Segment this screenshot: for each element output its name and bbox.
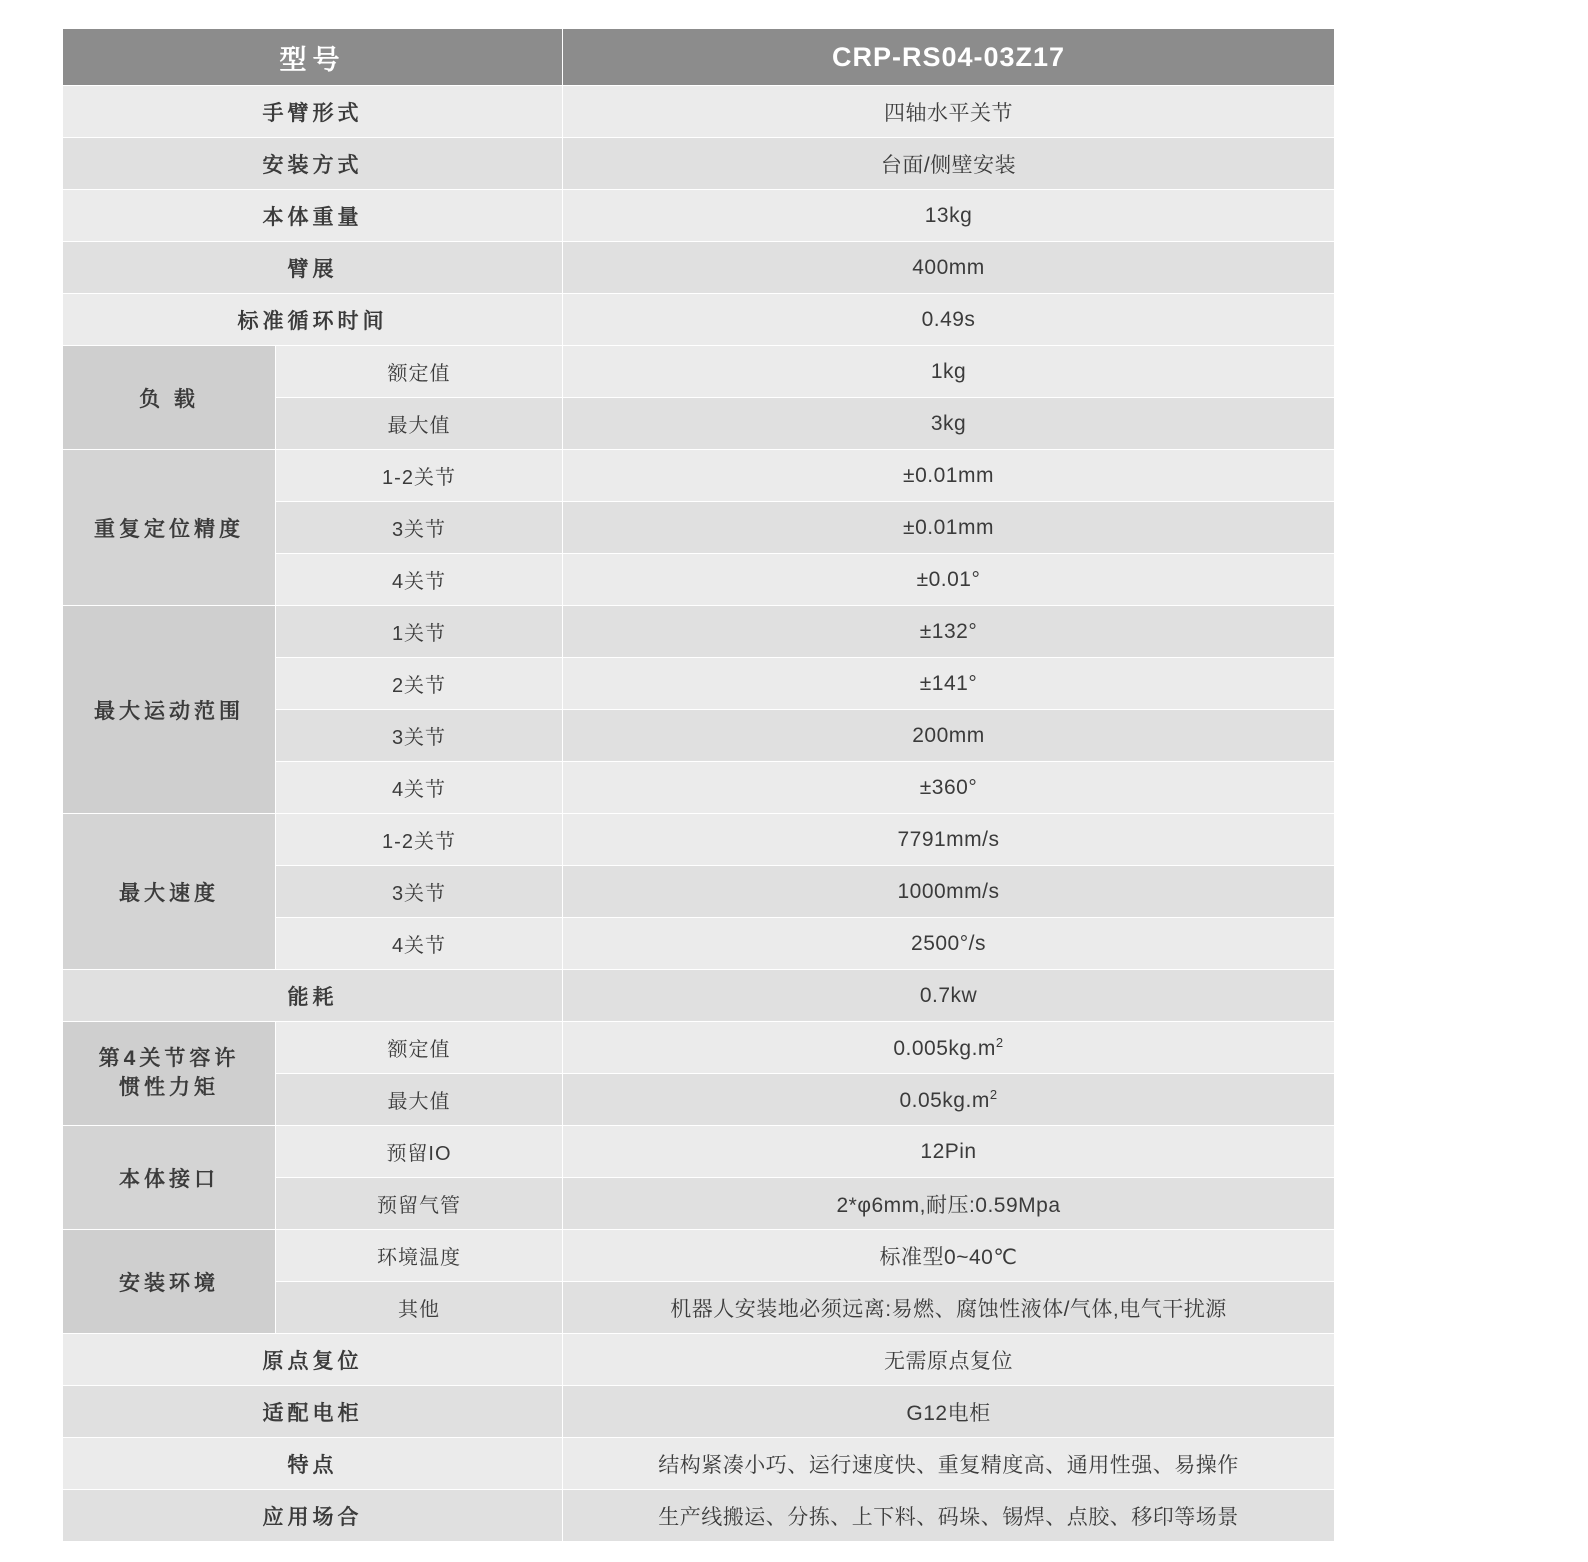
row-value: 0.49s xyxy=(563,294,1335,346)
group-label-max-speed: 最大速度 xyxy=(63,814,276,970)
row-value: 标准型0~40℃ xyxy=(563,1230,1335,1282)
row-value: G12电柜 xyxy=(563,1386,1335,1438)
table-row xyxy=(63,190,1335,242)
group-label-line-2: 惯性力矩 xyxy=(119,1075,219,1099)
row-value: ±0.01° xyxy=(563,554,1335,606)
row-value-text: 0.005kg.m xyxy=(893,1036,996,1060)
sub-label: 3关节 xyxy=(276,866,563,918)
row-value: 2*φ6mm,耐压:0.59Mpa xyxy=(563,1178,1335,1230)
group-label-load: 负 载 xyxy=(63,346,276,450)
group-label-inertia xyxy=(63,1022,276,1126)
row-value: 1kg xyxy=(563,346,1335,398)
row-value-superscript: 2 xyxy=(989,1086,998,1102)
sub-label: 其他 xyxy=(276,1282,563,1334)
row-label: 标准循环时间 xyxy=(63,294,563,346)
row-value: 12Pin xyxy=(563,1126,1335,1178)
sub-label: 最大值 xyxy=(276,1074,563,1126)
table-row xyxy=(63,138,1335,190)
table-row xyxy=(63,606,1335,658)
table-row xyxy=(63,1230,1335,1282)
sub-label: 预留气管 xyxy=(276,1178,563,1230)
row-label: 臂展 xyxy=(63,242,563,294)
table-row xyxy=(63,294,1335,346)
group-label-repeatability: 重复定位精度 xyxy=(63,450,276,606)
sub-label: 1-2关节 xyxy=(276,814,563,866)
row-label: 应用场合 xyxy=(63,1490,563,1542)
row-value xyxy=(563,1074,1335,1126)
row-value: 结构紧凑小巧、运行速度快、重复精度高、通用性强、易操作 xyxy=(563,1438,1335,1490)
table-row xyxy=(63,1386,1335,1438)
sub-label: 4关节 xyxy=(276,762,563,814)
header-label: 型号 xyxy=(63,29,563,86)
row-label: 安装方式 xyxy=(63,138,563,190)
table-row xyxy=(63,346,1335,398)
table-row xyxy=(63,242,1335,294)
sub-label: 4关节 xyxy=(276,554,563,606)
row-value: 200mm xyxy=(563,710,1335,762)
table-row xyxy=(63,1490,1335,1542)
sub-label: 最大值 xyxy=(276,398,563,450)
row-value: 7791mm/s xyxy=(563,814,1335,866)
group-label-line-1: 第4关节容许 xyxy=(98,1046,240,1070)
table-row xyxy=(63,86,1335,138)
row-label: 适配电柜 xyxy=(63,1386,563,1438)
row-value: 400mm xyxy=(563,242,1335,294)
row-value-text: 0.05kg.m xyxy=(899,1088,990,1112)
row-value: ±141° xyxy=(563,658,1335,710)
row-label: 能耗 xyxy=(63,970,563,1022)
row-label: 原点复位 xyxy=(63,1334,563,1386)
sub-label: 1关节 xyxy=(276,606,563,658)
sub-label: 额定值 xyxy=(276,346,563,398)
sub-label: 3关节 xyxy=(276,710,563,762)
row-value: 无需原点复位 xyxy=(563,1334,1335,1386)
row-label: 手臂形式 xyxy=(63,86,563,138)
row-value xyxy=(563,1022,1335,1074)
table-row xyxy=(63,1334,1335,1386)
row-value: 3kg xyxy=(563,398,1335,450)
row-value: 机器人安装地必须远离:易燃、腐蚀性液体/气体,电气干扰源 xyxy=(563,1282,1335,1334)
sub-label: 环境温度 xyxy=(276,1230,563,1282)
sub-label: 预留IO xyxy=(276,1126,563,1178)
row-value: 2500°/s xyxy=(563,918,1335,970)
sub-label: 2关节 xyxy=(276,658,563,710)
table-row xyxy=(63,814,1335,866)
sub-label: 4关节 xyxy=(276,918,563,970)
table-row xyxy=(63,1438,1335,1490)
header-value: CRP-RS04-03Z17 xyxy=(563,29,1335,86)
group-label-body-interface: 本体接口 xyxy=(63,1126,276,1230)
row-value: 台面/侧壁安装 xyxy=(563,138,1335,190)
row-value: 0.7kw xyxy=(563,970,1335,1022)
row-value: ±0.01mm xyxy=(563,502,1335,554)
group-label-install-environment: 安装环境 xyxy=(63,1230,276,1334)
row-label: 本体重量 xyxy=(63,190,563,242)
group-label-motion-range: 最大运动范围 xyxy=(63,606,276,814)
row-value: ±132° xyxy=(563,606,1335,658)
row-value: 13kg xyxy=(563,190,1335,242)
row-value-superscript: 2 xyxy=(995,1034,1004,1050)
row-value: 生产线搬运、分拣、上下料、码垛、锡焊、点胶、移印等场景 xyxy=(563,1490,1335,1542)
row-value: ±0.01mm xyxy=(563,450,1335,502)
sub-label: 额定值 xyxy=(276,1022,563,1074)
sub-label: 1-2关节 xyxy=(276,450,563,502)
row-label: 特点 xyxy=(63,1438,563,1490)
table-row xyxy=(63,1126,1335,1178)
table-row xyxy=(63,450,1335,502)
sub-label: 3关节 xyxy=(276,502,563,554)
specification-table xyxy=(62,28,1335,1542)
row-value: 1000mm/s xyxy=(563,866,1335,918)
table-header-row xyxy=(63,29,1335,86)
row-value: 四轴水平关节 xyxy=(563,86,1335,138)
table-row xyxy=(63,970,1335,1022)
table-row xyxy=(63,1022,1335,1074)
row-value: ±360° xyxy=(563,762,1335,814)
